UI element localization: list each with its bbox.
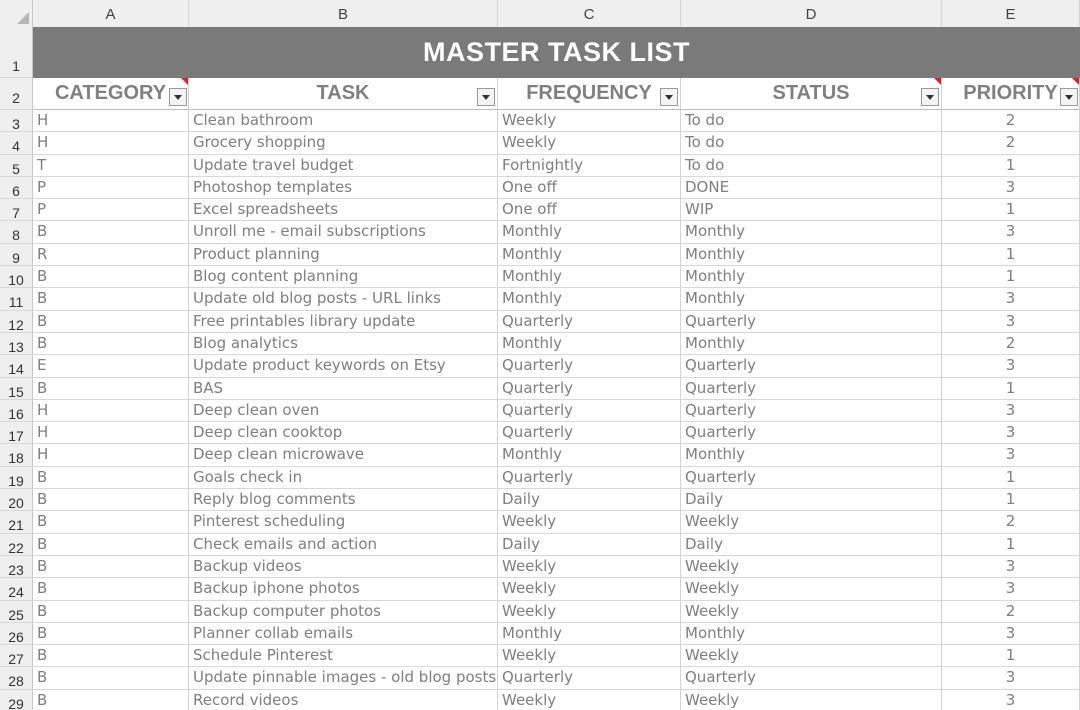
task-cell[interactable]: Pinterest scheduling <box>189 511 498 532</box>
table-row <box>33 378 1080 400</box>
table-row <box>33 355 1080 377</box>
table-row <box>33 333 1080 355</box>
task-cell[interactable]: Update pinnable images - old blog posts <box>189 667 498 688</box>
status-cell[interactable]: Daily <box>681 534 942 555</box>
category-cell[interactable]: H <box>33 132 189 153</box>
frequency-cell[interactable]: Daily <box>498 489 681 510</box>
priority-cell[interactable]: 1 <box>942 489 1080 510</box>
row-header[interactable]: 19 <box>0 467 33 489</box>
frequency-cell[interactable]: Monthly <box>498 244 681 265</box>
category-cell[interactable]: P <box>33 199 189 220</box>
table-row <box>33 400 1080 422</box>
column-header-d[interactable]: D <box>681 0 942 27</box>
row-header[interactable]: 24 <box>0 578 33 600</box>
row-header[interactable]: 8 <box>0 221 33 243</box>
table-row <box>33 288 1080 310</box>
priority-cell[interactable]: 3 <box>942 623 1080 644</box>
status-cell[interactable]: Weekly <box>681 511 942 532</box>
status-cell[interactable]: DONE <box>681 177 942 198</box>
table-row <box>33 110 1080 132</box>
frequency-cell[interactable]: Weekly <box>498 511 681 532</box>
category-cell[interactable]: B <box>33 311 189 332</box>
header-task[interactable] <box>189 78 498 109</box>
dropdown-arrow-icon <box>174 95 182 100</box>
status-cell[interactable]: Quarterly <box>681 355 942 376</box>
row-header[interactable]: 15 <box>0 378 33 400</box>
task-cell[interactable]: Deep clean cooktop <box>189 422 498 443</box>
priority-cell[interactable]: 2 <box>942 601 1080 622</box>
row-header[interactable]: 7 <box>0 199 33 221</box>
task-cell[interactable]: Reply blog comments <box>189 489 498 510</box>
task-cell[interactable]: Deep clean oven <box>189 400 498 421</box>
comment-indicator-icon[interactable] <box>181 78 188 85</box>
task-cell[interactable]: Update old blog posts - URL links <box>189 288 498 309</box>
task-cell[interactable]: Clean bathroom <box>189 110 498 131</box>
row-header[interactable]: 5 <box>0 155 33 177</box>
frequency-cell[interactable]: Monthly <box>498 623 681 644</box>
frequency-cell[interactable]: Monthly <box>498 266 681 287</box>
header-task-label: TASK <box>316 82 370 104</box>
task-cell[interactable]: Schedule Pinterest <box>189 645 498 666</box>
priority-cell[interactable]: 2 <box>942 333 1080 354</box>
row-header[interactable]: 18 <box>0 444 33 466</box>
priority-cell[interactable]: 3 <box>942 355 1080 376</box>
title-cell[interactable] <box>33 27 1080 78</box>
row-header[interactable]: 23 <box>0 556 33 578</box>
category-cell[interactable]: B <box>33 489 189 510</box>
priority-cell[interactable]: 3 <box>942 177 1080 198</box>
page-title: MASTER TASK LIST <box>423 37 690 67</box>
status-cell[interactable]: Monthly <box>681 288 942 309</box>
header-category[interactable] <box>33 78 189 109</box>
status-cell[interactable]: Weekly <box>681 645 942 666</box>
status-cell[interactable]: Monthly <box>681 333 942 354</box>
priority-cell[interactable]: 3 <box>942 556 1080 577</box>
category-cell[interactable]: B <box>33 645 189 666</box>
row-header[interactable]: 29 <box>0 690 33 710</box>
frequency-cell[interactable]: Weekly <box>498 556 681 577</box>
task-cell[interactable]: Backup iphone photos <box>189 578 498 599</box>
category-cell[interactable]: B <box>33 378 189 399</box>
category-cell[interactable]: B <box>33 601 189 622</box>
frequency-cell[interactable]: Quarterly <box>498 378 681 399</box>
status-cell[interactable]: Quarterly <box>681 422 942 443</box>
status-cell[interactable]: Weekly <box>681 556 942 577</box>
category-cell[interactable]: B <box>33 467 189 488</box>
table-row <box>33 244 1080 266</box>
category-cell[interactable]: B <box>33 288 189 309</box>
row-header[interactable]: 9 <box>0 244 33 266</box>
category-cell[interactable]: H <box>33 444 189 465</box>
row-header[interactable]: 12 <box>0 311 33 333</box>
priority-cell[interactable]: 3 <box>942 288 1080 309</box>
frequency-cell[interactable]: Monthly <box>498 333 681 354</box>
frequency-cell[interactable]: Quarterly <box>498 667 681 688</box>
task-cell[interactable]: Unroll me - email subscriptions <box>189 221 498 242</box>
priority-cell[interactable]: 3 <box>942 578 1080 599</box>
task-cell[interactable]: Record videos <box>189 690 498 710</box>
status-cell[interactable]: Quarterly <box>681 378 942 399</box>
category-cell[interactable]: B <box>33 623 189 644</box>
task-cell[interactable]: Blog content planning <box>189 266 498 287</box>
task-cell[interactable]: Grocery shopping <box>189 132 498 153</box>
task-cell[interactable]: Photoshop templates <box>189 177 498 198</box>
table-row <box>33 511 1080 533</box>
table-header-row <box>33 78 1080 110</box>
table-row <box>33 155 1080 177</box>
row-header[interactable]: 4 <box>0 132 33 154</box>
status-cell[interactable]: Weekly <box>681 578 942 599</box>
status-cell[interactable]: To do <box>681 110 942 131</box>
category-cell[interactable]: H <box>33 400 189 421</box>
priority-filter-button[interactable] <box>1060 88 1078 106</box>
status-cell[interactable]: Monthly <box>681 266 942 287</box>
table-row <box>33 266 1080 288</box>
row-header[interactable]: 3 <box>0 110 33 132</box>
category-cell[interactable]: B <box>33 534 189 555</box>
row-header-bar <box>0 27 33 710</box>
status-cell[interactable]: Weekly <box>681 690 942 710</box>
header-frequency-label: FREQUENCY <box>526 82 652 104</box>
row-header[interactable]: 1 <box>0 27 33 78</box>
row-header[interactable]: 28 <box>0 667 33 689</box>
frequency-cell[interactable]: Monthly <box>498 288 681 309</box>
table-row <box>33 578 1080 600</box>
dropdown-arrow-icon <box>1065 95 1073 100</box>
category-cell[interactable]: B <box>33 221 189 242</box>
task-filter-button[interactable] <box>477 88 495 106</box>
row-header[interactable]: 26 <box>0 623 33 645</box>
category-cell[interactable]: B <box>33 578 189 599</box>
priority-cell[interactable]: 3 <box>942 400 1080 421</box>
status-cell[interactable]: Monthly <box>681 244 942 265</box>
priority-cell[interactable]: 1 <box>942 155 1080 176</box>
frequency-cell[interactable]: Weekly <box>498 110 681 131</box>
dropdown-arrow-icon <box>482 95 490 100</box>
table-row <box>33 690 1080 710</box>
row-header[interactable]: 21 <box>0 511 33 533</box>
dropdown-arrow-icon <box>665 95 673 100</box>
table-row <box>33 422 1080 444</box>
status-cell[interactable]: Quarterly <box>681 311 942 332</box>
status-cell[interactable]: To do <box>681 155 942 176</box>
priority-cell[interactable]: 1 <box>942 534 1080 555</box>
row-header[interactable]: 10 <box>0 266 33 288</box>
row-header[interactable]: 6 <box>0 177 33 199</box>
task-table <box>33 110 1080 710</box>
status-cell[interactable]: Quarterly <box>681 400 942 421</box>
status-cell[interactable]: WIP <box>681 199 942 220</box>
task-cell[interactable]: Free printables library update <box>189 311 498 332</box>
priority-cell[interactable]: 1 <box>942 378 1080 399</box>
task-cell[interactable]: Backup computer photos <box>189 601 498 622</box>
frequency-cell[interactable]: Quarterly <box>498 311 681 332</box>
table-row <box>33 534 1080 556</box>
table-row <box>33 177 1080 199</box>
category-cell[interactable]: H <box>33 110 189 131</box>
status-cell[interactable]: Monthly <box>681 444 942 465</box>
select-all-button[interactable] <box>0 0 33 27</box>
table-row <box>33 444 1080 466</box>
category-cell[interactable]: B <box>33 556 189 577</box>
table-row <box>33 132 1080 154</box>
header-priority[interactable] <box>942 78 1080 109</box>
priority-cell[interactable]: 2 <box>942 110 1080 131</box>
status-cell[interactable]: Quarterly <box>681 667 942 688</box>
status-cell[interactable]: To do <box>681 132 942 153</box>
table-row <box>33 311 1080 333</box>
priority-cell[interactable]: 1 <box>942 199 1080 220</box>
header-status-label: STATUS <box>772 82 850 104</box>
category-cell[interactable]: B <box>33 333 189 354</box>
table-row <box>33 199 1080 221</box>
column-header-bar <box>0 0 1080 28</box>
table-row <box>33 601 1080 623</box>
frequency-cell[interactable]: Quarterly <box>498 467 681 488</box>
header-status[interactable] <box>681 78 942 109</box>
table-row <box>33 556 1080 578</box>
frequency-cell[interactable]: Weekly <box>498 601 681 622</box>
priority-cell[interactable]: 3 <box>942 444 1080 465</box>
comment-indicator-icon[interactable] <box>934 78 941 85</box>
frequency-cell[interactable]: Weekly <box>498 645 681 666</box>
header-category-label: CATEGORY <box>54 82 167 104</box>
row-header[interactable]: 25 <box>0 601 33 623</box>
priority-cell[interactable]: 2 <box>942 132 1080 153</box>
priority-cell[interactable]: 1 <box>942 244 1080 265</box>
frequency-cell[interactable]: Quarterly <box>498 422 681 443</box>
priority-cell[interactable]: 3 <box>942 690 1080 710</box>
row-header[interactable]: 2 <box>0 78 33 110</box>
status-cell[interactable]: Daily <box>681 489 942 510</box>
row-header[interactable]: 17 <box>0 422 33 444</box>
status-cell[interactable]: Weekly <box>681 601 942 622</box>
table-row <box>33 489 1080 511</box>
status-filter-button[interactable] <box>921 88 939 106</box>
frequency-cell[interactable]: One off <box>498 199 681 220</box>
row-header[interactable]: 16 <box>0 400 33 422</box>
category-cell[interactable]: P <box>33 177 189 198</box>
status-cell[interactable]: Monthly <box>681 221 942 242</box>
category-cell[interactable]: H <box>33 422 189 443</box>
task-cell[interactable]: Planner collab emails <box>189 623 498 644</box>
task-cell[interactable]: Blog analytics <box>189 333 498 354</box>
category-cell[interactable]: B <box>33 690 189 710</box>
priority-cell[interactable]: 1 <box>942 467 1080 488</box>
category-cell[interactable]: R <box>33 244 189 265</box>
priority-cell[interactable]: 3 <box>942 422 1080 443</box>
task-cell[interactable]: Backup videos <box>189 556 498 577</box>
table-row <box>33 467 1080 489</box>
frequency-cell[interactable]: Weekly <box>498 690 681 710</box>
task-cell[interactable]: BAS <box>189 378 498 399</box>
header-frequency[interactable] <box>498 78 681 109</box>
select-all-icon <box>17 12 29 24</box>
task-cell[interactable]: Product planning <box>189 244 498 265</box>
category-cell[interactable]: B <box>33 667 189 688</box>
frequency-filter-button[interactable] <box>660 88 678 106</box>
priority-cell[interactable]: 3 <box>942 667 1080 688</box>
table-row <box>33 667 1080 689</box>
category-cell[interactable]: E <box>33 355 189 376</box>
task-cell[interactable]: Check emails and action <box>189 534 498 555</box>
frequency-cell[interactable]: Fortnightly <box>498 155 681 176</box>
row-header[interactable]: 27 <box>0 645 33 667</box>
task-cell[interactable]: Update product keywords on Etsy <box>189 355 498 376</box>
priority-cell[interactable]: 3 <box>942 221 1080 242</box>
frequency-cell[interactable]: Quarterly <box>498 400 681 421</box>
column-header-b[interactable]: B <box>189 0 498 27</box>
status-cell[interactable]: Monthly <box>681 623 942 644</box>
category-cell[interactable]: B <box>33 266 189 287</box>
frequency-cell[interactable]: Quarterly <box>498 355 681 376</box>
comment-indicator-icon[interactable] <box>1072 78 1079 85</box>
status-cell[interactable]: Quarterly <box>681 467 942 488</box>
table-row <box>33 645 1080 667</box>
priority-cell[interactable]: 3 <box>942 311 1080 332</box>
column-header-a[interactable]: A <box>33 0 189 27</box>
task-cell[interactable]: Deep clean microwave <box>189 444 498 465</box>
column-header-c[interactable]: C <box>498 0 681 27</box>
frequency-cell[interactable]: Weekly <box>498 578 681 599</box>
priority-cell[interactable]: 1 <box>942 645 1080 666</box>
task-cell[interactable]: Goals check in <box>189 467 498 488</box>
priority-cell[interactable]: 2 <box>942 511 1080 532</box>
category-cell[interactable]: B <box>33 511 189 532</box>
frequency-cell[interactable]: Weekly <box>498 132 681 153</box>
table-row <box>33 623 1080 645</box>
frequency-cell[interactable]: Daily <box>498 534 681 555</box>
frequency-cell[interactable]: Monthly <box>498 221 681 242</box>
task-cell[interactable]: Excel spreadsheets <box>189 199 498 220</box>
table-row <box>33 221 1080 243</box>
frequency-cell[interactable]: One off <box>498 177 681 198</box>
category-filter-button[interactable] <box>169 88 187 106</box>
header-priority-label: PRIORITY <box>963 82 1058 104</box>
dropdown-arrow-icon <box>926 95 934 100</box>
priority-cell[interactable]: 1 <box>942 266 1080 287</box>
row-header[interactable]: 13 <box>0 333 33 355</box>
row-header[interactable]: 20 <box>0 489 33 511</box>
column-header-e[interactable]: E <box>942 0 1080 27</box>
frequency-cell[interactable]: Monthly <box>498 444 681 465</box>
row-header[interactable]: 11 <box>0 288 33 310</box>
category-cell[interactable]: T <box>33 155 189 176</box>
row-header[interactable]: 14 <box>0 355 33 377</box>
row-header[interactable]: 22 <box>0 534 33 556</box>
task-cell[interactable]: Update travel budget <box>189 155 498 176</box>
